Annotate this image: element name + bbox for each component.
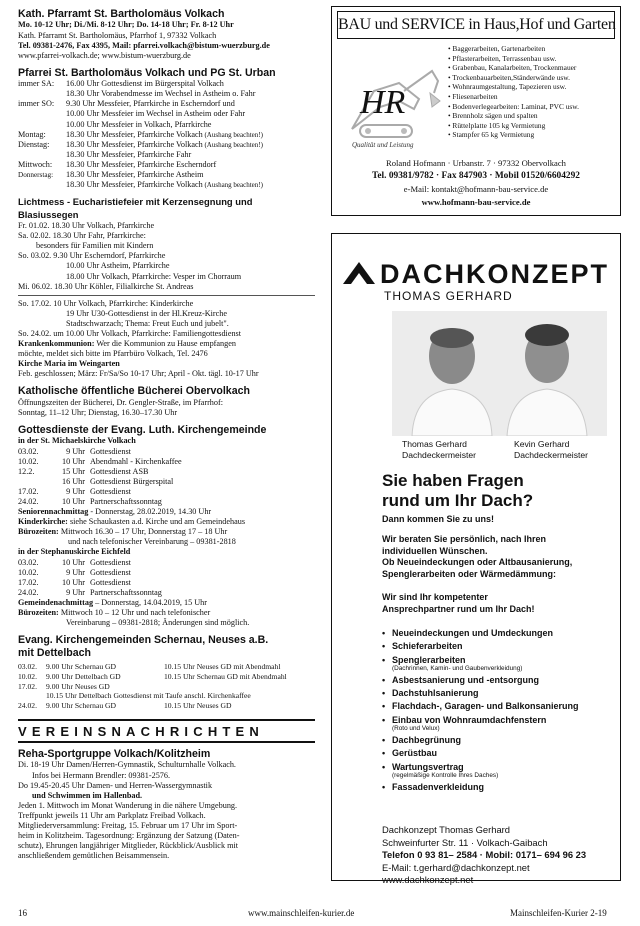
lichtmess-line: So. 03.02. 9.30 Uhr Escherndorf, Pfarrkirche	[18, 251, 166, 261]
schedule-row	[18, 109, 315, 119]
reha-line: und Schwimmen im Hallenbad.	[32, 790, 143, 800]
service-time: 10 Uhr	[62, 577, 85, 587]
schedule-text: 18.30 Uhr Messfeier, Pfarrkirche Fahr	[66, 149, 192, 159]
service-name: Gottesdienst	[90, 567, 131, 577]
schedule-text: 10.00 Uhr Messfeier in Volkach, Pfarrkirche	[66, 119, 212, 129]
schedule-text: 9.30 Uhr Messfeier, Pfarrkirche in Escherndorf und	[66, 99, 235, 109]
caption-kevin: Kevin Gerhard Dachdeckermeister	[514, 439, 589, 460]
section-title-schernau: Evang. Kirchengemeinden Schernau, Neuses a.B.	[18, 634, 269, 647]
address-line: Kath. Pfarramt St. Bartholomäus, Pfarrhof 1, 97332 Volkach	[18, 30, 217, 40]
sunday-line: 19 Uhr U30-Gottesdienst in der Hl.Kreuz-Kirche	[66, 308, 227, 318]
schedule-day	[18, 109, 66, 119]
service-item: • Schieferarbeiten	[382, 640, 579, 653]
intro-paragraph: Wir beraten Sie persönlich, nach Ihren individuellen Wünschen. Ob Neueindeckungen oder Altbausanierung, Spenglerarbeiten oder Wärmedämmung:	[382, 534, 573, 579]
service-row	[18, 457, 315, 467]
ad-hofmann-web: www.hofmann-bau-service.de	[421, 197, 531, 207]
service-name: Gottesdienst	[90, 486, 131, 496]
section-title-schernau-cont: mit Dettelbach	[18, 646, 91, 659]
reha-line: Do 19.45-20.45 Uhr Damen- und Herren-Wassergymnastik	[18, 780, 213, 790]
service-row	[18, 588, 315, 598]
reha-line: Jeden 1. Mittwoch im Monat Wanderung in die nähere Umgebung.	[18, 800, 238, 810]
service-row	[18, 467, 315, 477]
schedule-day: immer SO:	[18, 99, 55, 109]
partner-paragraph: Wir sind Ihr kompetenter Ansprechpartner rund um Ihr Dach!	[382, 592, 535, 614]
subheading-stephanuskirche: in der Stephanuskirche Eichfeld	[18, 547, 131, 557]
schernau-row	[18, 682, 315, 692]
service-time: 9 Uhr	[66, 587, 85, 597]
headline: Sie haben Fragen rund um Ihr Dach?	[382, 471, 534, 510]
vereinsnachrichten-heading: VEREINSNACHRICHTEN	[18, 719, 315, 743]
schedule-day	[18, 89, 66, 99]
footer-issue: Mainschleifen-Kurier 2-19	[510, 908, 607, 918]
schedule-row	[18, 140, 315, 150]
service-date: 10.02.	[18, 567, 39, 577]
section-title-evang: Gottesdienste der Evang. Luth. Kirchengemeinde	[18, 424, 267, 437]
service-item: • Brennholz sägen und spalten	[448, 111, 538, 121]
section-title-pfarramt: Kath. Pfarramt St. Bartholomäus Volkach	[18, 8, 225, 20]
service-row	[18, 447, 315, 457]
schedule-row	[18, 120, 315, 130]
service-date: 03.02.	[18, 557, 39, 567]
mass-schedule	[18, 79, 315, 190]
reha-line: heim in Kolitzheim. Tagesordnung: Ergänzung der Satzung (Daten-	[18, 831, 240, 841]
schedule-row	[18, 79, 315, 89]
schedule-day	[18, 180, 66, 190]
schedule-day	[18, 120, 66, 130]
schedule-row	[18, 150, 315, 160]
schedule-note: (Aushang beachten!)	[202, 130, 263, 139]
service-item: • Asbestsanierung und -entsorgung	[382, 674, 579, 687]
gemeindenachmittag: Gemeindenachmittag – Donnerstag, 14.04.2019, 15 Uhr	[18, 597, 207, 607]
schernau-first: 10.15 Uhr Dettelbach Gottesdienst mit Taufe anschl. Kirchenkaffee	[46, 691, 251, 701]
service-time: 10 Uhr	[62, 557, 85, 567]
service-time: 9 Uhr	[66, 446, 85, 456]
service-date	[18, 477, 54, 487]
schedule-day: Montag:	[18, 129, 46, 139]
reha-line: Infos bei Hermann Brendler: 09381-2576.	[32, 770, 171, 780]
schedule-day: Mittwoch:	[18, 159, 53, 169]
sunday-line: So. 24.02. um 10.00 Uhr Volkach, Pfarrkirche: Familiengottesdienst	[18, 328, 242, 338]
service-item: • Fliesenarbeiten	[448, 91, 498, 101]
ad-dachkonzept	[331, 233, 621, 886]
schedule-day: Dienstag:	[18, 139, 50, 149]
service-time: 15 Uhr	[62, 466, 85, 476]
page-number: 16	[18, 908, 27, 918]
section-title-reha: Reha-Sportgruppe Volkach/Kolitzheim	[18, 748, 211, 761]
service-item: • Grabenbau, Kanalarbeiten, Trockenmauer	[448, 63, 577, 73]
service-name: Abendmahl - Kirchenkaffee	[90, 456, 182, 466]
kinderkirche: Kinderkirche: siehe Schaukasten a.d. Kirche und am Gemeindehaus	[18, 517, 246, 527]
schedule-text: 18.30 Uhr Messfeier, Pfarrkirche Escherndorf	[66, 159, 217, 169]
buecherei-line: Sonntag, 11–12 Uhr; Dienstag, 16.30–17.30 Uhr	[18, 407, 178, 417]
service-time: 16 Uhr	[62, 476, 85, 486]
schedule-text: 18.30 Uhr Messfeier, Pfarrkirche Volkach (Aushang beachten!)	[66, 129, 263, 139]
service-name: Gottesdienst	[90, 446, 131, 456]
service-item-note: (regelmäßige Kontrolle Ihres Daches)	[392, 771, 499, 779]
office-hours: Mo. 10-12 Uhr; Di./Mi. 8-12 Uhr; Do. 14-18 Uhr; Fr. 8-12 Uhr	[18, 20, 234, 30]
lichtmess-line: besonders für Familien mit Kindern	[36, 241, 154, 251]
service-item-note: (Roto und Velux)	[392, 725, 440, 733]
service-item: • Wohnraumgestaltung, Tapezieren usw.	[448, 82, 567, 92]
stephanuskirche-schedule	[18, 558, 315, 598]
buerozeiten-eichfeld-cont: Vereinbarung – 09381-2818; Änderungen sind möglich.	[66, 618, 250, 628]
dachkonzept-brand-sub: THOMAS GERHARD	[384, 289, 513, 303]
service-row	[18, 558, 315, 568]
schernau-date: 17.02.	[18, 681, 37, 691]
left-column	[18, 6, 315, 886]
schernau-second: 10.15 Uhr Neuses GD	[164, 701, 232, 711]
michaelskirche-schedule	[18, 447, 315, 508]
excavator-logo-icon	[344, 51, 444, 151]
service-row	[18, 568, 315, 578]
ad-hofmann-address: Roland Hofmann · Urbanstr. 7 · 97332 Obervolkach	[386, 158, 566, 168]
schernau-first: 9.00 Uhr Schernau GD	[46, 701, 117, 711]
reha-line: Mitgliederversammlung: Freitag, 15. Februar um 17 Uhr im Sport-	[18, 820, 238, 830]
reha-line: anschließendem gemütlichen Beisammensein.	[18, 851, 170, 861]
schedule-text: 18.30 Uhr Messfeier, Pfarrkirche Astheim	[66, 170, 204, 180]
service-item: • Bodenverlegearbeiten: Laminat, PVC usw.	[448, 101, 579, 111]
service-time: 9 Uhr	[66, 486, 85, 496]
schernau-first: 9.00 Uhr Dettelbach GD	[46, 671, 121, 681]
service-item: • Spenglerarbeiten	[382, 654, 579, 667]
roof-logo-icon	[342, 261, 376, 285]
footer-url: www.mainschleifen-kurier.de	[248, 908, 355, 918]
buerozeiten: Bürozeiten: Mittwoch 16.30 – 17 Uhr, Donnerstag 17 – 18 Uhr	[18, 527, 228, 537]
service-item: • Dachbegrünung	[382, 734, 579, 747]
schedule-text: 10.00 Uhr Messfeier im Wechsel in Astheim oder Fahr	[66, 109, 246, 119]
team-photo	[392, 311, 607, 436]
lichtmess-line: Mi. 06.02. 18.30 Uhr Köhler, Filialkirche St. Andreas	[18, 281, 194, 291]
schernau-row	[18, 691, 315, 701]
subheading-michaelskirche: in der St. Michaelskirche Volkach	[18, 436, 136, 446]
sunday-line: Stadtschwarzach; Thema: Freut Euch und jubelt".	[66, 318, 229, 328]
service-item: • Neueindeckungen und Umdeckungen	[382, 627, 579, 640]
schedule-text: 18.30 Uhr Messfeier, Pfarrkirche Volkach (Aushang beachten!)	[66, 180, 263, 190]
schedule-text: 18.30 Uhr Messfeier, Pfarrkirche Volkach (Aushang beachten!)	[66, 139, 263, 149]
service-name: Gottesdienst Bürgerspital	[90, 476, 174, 486]
divider	[18, 295, 315, 296]
buerozeiten-cont: und nach telefonischer Vereinbarung – 09381-2818	[68, 537, 236, 547]
ad-hofmann-services	[448, 44, 618, 140]
service-date: 12.2.	[18, 466, 35, 476]
section-title-buecherei: Katholische öffentliche Bücherei Obervolkach	[18, 385, 250, 398]
schedule-day: immer SA:	[18, 79, 55, 89]
intro-line: Dann kommen Sie zu uns!	[382, 514, 495, 524]
schernau-schedule	[18, 662, 315, 711]
reha-line: Treffpunkt jeweils 11 Uhr am Parkplatz Freibad Volkach.	[18, 810, 206, 820]
service-row	[18, 578, 315, 588]
service-date: 17.02.	[18, 577, 39, 587]
service-item: • Einbau von Wohnraumdachfenstern	[382, 714, 579, 727]
contact-line: Tel. 09381-2476, Fax 4395, Mail: pfarrei.volkach@bistum-wuerzburg.de	[18, 40, 270, 50]
schernau-row	[18, 701, 315, 711]
schedule-text: 16.00 Uhr Gottesdienst im Bürgerspital Volkach	[66, 79, 224, 89]
schernau-second: 10.15 Uhr Schernau GD mit Abendmahl	[164, 671, 287, 681]
service-item-note: (Dachrinnen, Kamin- und Gaubenverkleidung)	[392, 664, 523, 672]
service-date: 17.02.	[18, 486, 39, 496]
service-date: 03.02.	[18, 446, 39, 456]
schedule-row	[18, 89, 315, 99]
service-row	[18, 487, 315, 497]
ad-hofmann-phone: Tel. 09381/9782 · Fax 847903 · Mobil 01520/6604292	[372, 171, 580, 181]
web-line: www.pfarrei-volkach.de; www.bistum-wuerzburg.de	[18, 50, 191, 60]
lichtmess-line: 18.00 Uhr Volkach, Pfarrkirche: Vesper im Chorraum	[66, 271, 242, 281]
service-name: Gottesdienst	[90, 557, 131, 567]
schernau-first: 9.00 Uhr Schernau GD	[46, 662, 117, 672]
service-row	[18, 477, 315, 487]
sunday-line: So. 17.02. 10 Uhr Volkach, Pfarrkirche: Kinderkirche	[18, 298, 194, 308]
schernau-date	[18, 691, 46, 701]
service-item: • Fassadenverkleidung	[382, 781, 579, 794]
service-item: • Wartungsvertrag	[382, 761, 579, 774]
service-item: • Dachstuhlsanierung	[382, 687, 579, 700]
service-item: • Rüttelplatte 105 kg Vermietung	[448, 120, 546, 130]
schedule-row	[18, 180, 315, 190]
section-title-pfarrei: Pfarrei St. Bartholomäus Volkach und PG St. Urban	[18, 66, 276, 79]
service-item: • Baggerarbeiten, Gartenarbeiten	[448, 44, 546, 53]
service-date: 10.02.	[18, 456, 39, 466]
schedule-day: Donnerstag:	[18, 171, 54, 180]
buecherei-line: Öffnungszeiten der Bücherei, Dr. Gengler-Straße, im Pfarrhof:	[18, 397, 223, 407]
service-time: 10 Uhr	[62, 456, 85, 466]
ad-hofmann-contact	[332, 157, 620, 209]
section-title-lichtmess: Lichtmess - Eucharistiefeier mit Kerzensegnung und Blasiussegen	[18, 196, 253, 220]
service-name: Gottesdienst	[90, 577, 131, 587]
schedule-row	[18, 130, 315, 140]
kirche-weingarten-title: Kirche Maria im Weingarten	[18, 359, 120, 369]
schernau-date: 03.02.	[18, 662, 37, 672]
service-time: 9 Uhr	[66, 567, 85, 577]
service-item: • Flachdach-, Garagen- und Balkonsanierung	[382, 700, 579, 713]
schedule-row	[18, 170, 315, 180]
schernau-second: 10.15 Uhr Neuses GD mit Abendmahl	[164, 662, 281, 672]
schernau-row	[18, 672, 315, 682]
dachkonzept-brand: DACHKONZEPT	[380, 259, 609, 289]
schernau-date: 10.02.	[18, 671, 37, 681]
service-item: • Pflasterarbeiten, Terrassenbau usw.	[448, 53, 557, 63]
schedule-row	[18, 160, 315, 170]
svg-text:Qualität und Leistung: Qualität und Leistung	[352, 141, 414, 149]
service-item: • Gerüstbau	[382, 747, 579, 760]
schernau-row	[18, 662, 315, 672]
kirche-weingarten-hours: Feb. geschlossen; März: Fr/Sa/So 10-17 Uhr; April - Okt. tägl. 10-17 Uhr	[18, 369, 259, 379]
lichtmess-line: Sa. 02.02. 18.30 Uhr Fahr, Pfarrkirche:	[18, 231, 146, 241]
service-time: 10 Uhr	[62, 497, 85, 506]
ad-hofmann-header: BAU und SERVICE in Haus,Hof und Garten	[337, 11, 615, 39]
schedule-day	[18, 150, 66, 160]
schedule-row	[18, 99, 315, 109]
ad-hofmann-email: e-Mail: kontakt@hofmann-bau-service.de	[403, 184, 549, 194]
service-row	[18, 497, 315, 507]
reha-line: Di. 18-19 Uhr Damen/Herren-Gymnastik, Schulturnhalle Volkach.	[18, 760, 236, 770]
service-name: Partnerschaftssonntag	[90, 587, 162, 597]
schernau-first: 9.00 Uhr Neuses GD	[46, 681, 110, 691]
dachkonzept-contact: Dachkonzept Thomas Gerhard Schweinfurter Str. 11 · Volkach-Gaibach Telefon 0 93 81– 2584 · Mobil: 0171– 694 96 23 E-Mail: t.gerhard@dachkonzept.net www.dachkonzept.net	[382, 824, 587, 886]
ad-hofmann	[331, 6, 621, 216]
schedule-note: (Aushang beachten!)	[202, 140, 263, 149]
service-date: 24.02.	[18, 587, 39, 597]
service-item: • Trockenbauarbeiten,Ständerwände usw.	[448, 72, 570, 82]
krankenkommunion-cont: möchte, meldet sich bitte im Pfarrbüro Volkach, Tel. 2476	[18, 349, 208, 359]
reha-line: schutz), Ehrungen langjähriger Mitglieder, Rückblick/Ausblick mit	[18, 841, 238, 851]
lichtmess-line: Fr. 01.02. 18.30 Uhr Volkach, Pfarrkirche	[18, 221, 155, 231]
lichtmess-line: 10.00 Uhr Astheim, Pfarrkirche	[66, 261, 170, 271]
krankenkommunion: Krankenkommunion: Wer die Kommunion zu Hause empfangen	[18, 339, 236, 349]
service-date: 24.02.	[18, 497, 39, 506]
service-name: Gottesdienst ASB	[90, 466, 149, 476]
buerozeiten-eichfeld: Bürozeiten: Mittwoch 10 – 12 Uhr und nach telefonischer	[18, 608, 211, 618]
schedule-note: (Aushang beachten!)	[202, 181, 263, 190]
seniorennachmittag: Seniorennachmittag - Donnerstag, 28.02.2019, 14.30 Uhr	[18, 507, 212, 517]
svg-text:HR: HR	[360, 84, 406, 121]
schernau-date: 24.02.	[18, 701, 37, 711]
schedule-text: 18.30 Uhr Vorabendmesse im Wechsel in Astheim o. Fahr	[66, 89, 256, 99]
caption-thomas: Thomas Gerhard Dachdeckermeister	[402, 439, 477, 460]
service-name: Partnerschaftssonntag	[90, 497, 162, 506]
dachkonzept-services	[382, 627, 579, 794]
service-item: • Stampfer 65 kg Vermietung	[448, 130, 535, 140]
